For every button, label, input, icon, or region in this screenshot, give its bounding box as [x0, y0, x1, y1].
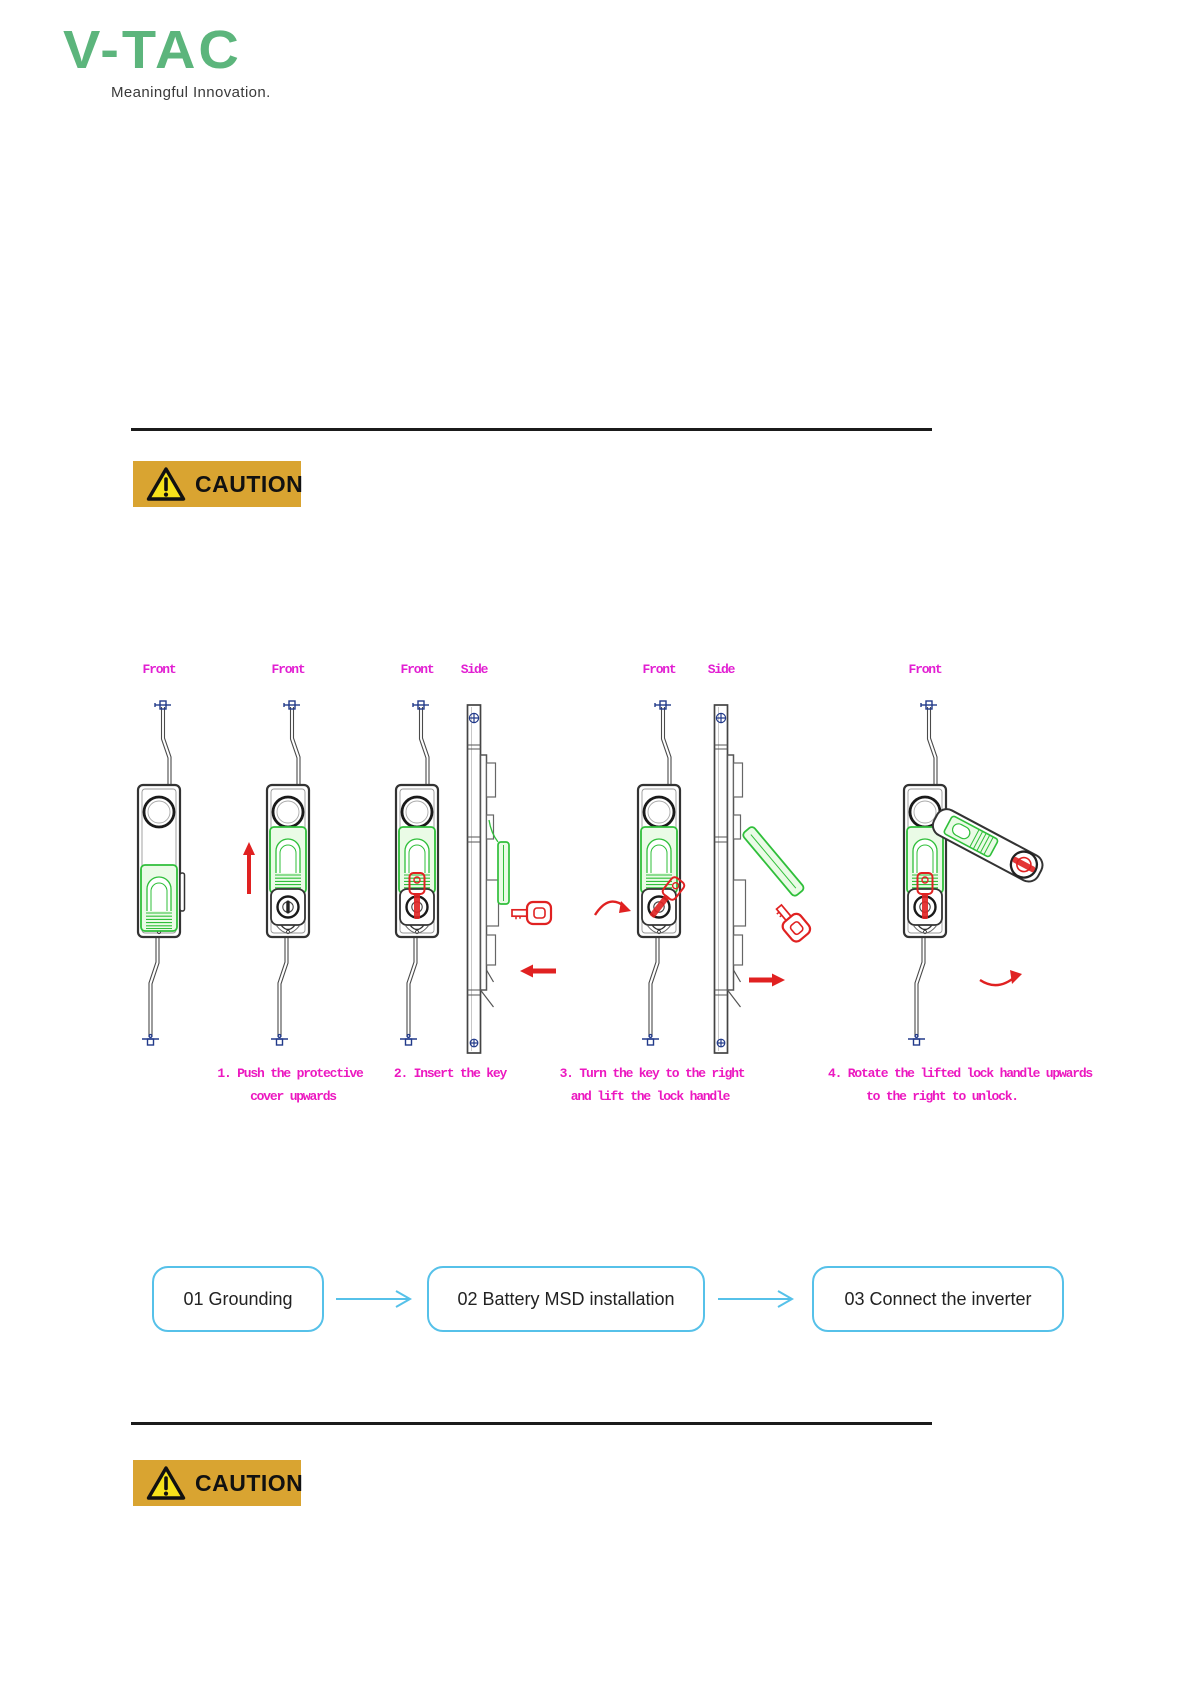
flow-step-2-label: 02 Battery MSD installation: [457, 1288, 675, 1309]
flow-step-connect-inverter: [812, 1266, 1064, 1332]
figure-2-front: [243, 701, 309, 1045]
flow-arrow-1: [334, 1287, 420, 1311]
flow-step-battery-msd: [427, 1266, 705, 1332]
figure-4-front: [595, 701, 686, 1045]
flow-step-3-label: 03 Connect the inverter: [844, 1288, 1032, 1309]
figure2-view-label: Front: [271, 662, 305, 677]
figure3-front-label: Front: [400, 662, 434, 677]
step4-caption-line1: 4. Rotate the lifted lock handle upwards: [827, 1066, 1093, 1081]
flow-step-1-label: 01 Grounding: [183, 1288, 293, 1309]
figure5-view-label: Front: [908, 662, 942, 677]
figure3-side-label: Side: [460, 662, 488, 677]
brand-tagline: Meaningful Innovation.: [111, 84, 271, 101]
figure-4-side: [715, 705, 813, 1053]
step2-caption: 2. Insert the key: [393, 1066, 507, 1081]
caution-label-top: CAUTION: [195, 470, 304, 497]
figure4-side-label: Side: [707, 662, 735, 677]
flow-arrow-2: [716, 1287, 802, 1311]
figure-3-front: [396, 701, 438, 1045]
step3-caption-line2: and lift the lock handle: [570, 1089, 730, 1104]
caution-label-bottom: CAUTION: [195, 1469, 304, 1496]
step3-caption-line1: 3. Turn the key to the right: [559, 1066, 745, 1081]
step4-caption-line2: to the right to unlock.: [866, 1089, 1018, 1104]
figure-1-front: [138, 701, 185, 1045]
figure-5-front: [904, 701, 1046, 1045]
step1-caption-line2: cover upwards: [250, 1089, 336, 1104]
step1-caption-line1: 1. Push the protective: [217, 1066, 363, 1081]
figure1-view-label: Front: [142, 662, 176, 677]
figure-3-side: [468, 705, 557, 1053]
brand-wordmark: V-TAC: [63, 19, 242, 80]
flow-step-grounding: [152, 1266, 324, 1332]
figure4-front-label: Front: [642, 662, 676, 677]
